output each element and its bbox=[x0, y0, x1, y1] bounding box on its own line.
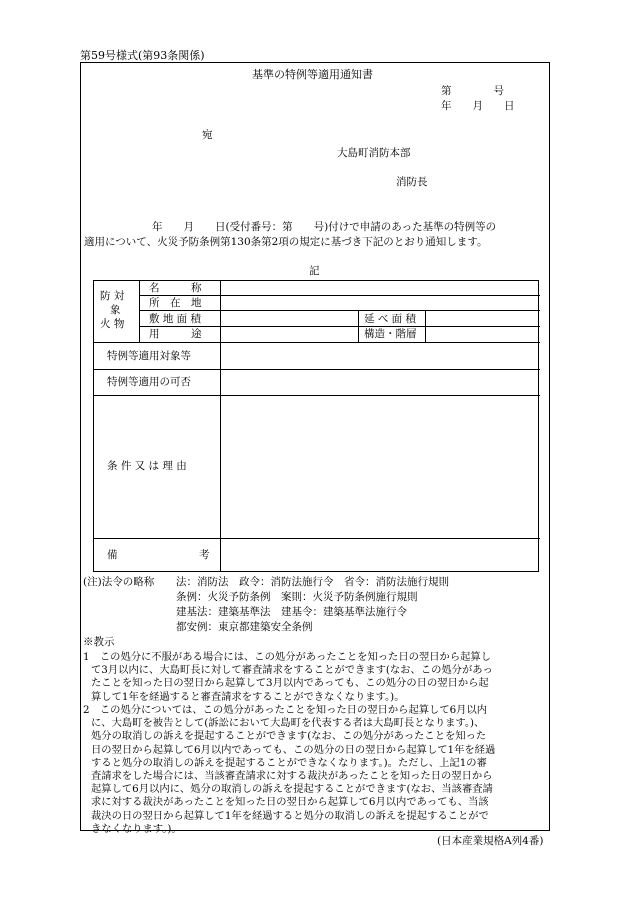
label-structure: 構造・階層 bbox=[364, 328, 417, 340]
instruction-2-line: 日の翌日から起算して6月以内であっても、この処分の日の翌日から起算して1年を経過 bbox=[91, 743, 496, 756]
detail-table bbox=[93, 280, 539, 572]
label-name: 名 称 bbox=[149, 282, 202, 294]
intro-line-1: 年 月 日(受付番号：第 号)付けで申請のあった基準の特例等の bbox=[152, 221, 497, 233]
form-label: 第59号様式(第93条関係) bbox=[80, 49, 205, 62]
date-line: 年 月 日 bbox=[441, 100, 515, 112]
instruction-1-line: 1 この処分に不服がある場合には、この処分があったことを知った日の翌日から起算し bbox=[83, 651, 492, 663]
issuer-org: 大島町消防本部 bbox=[337, 147, 411, 159]
notes-line-2: 条例：火災予防条例 案則：火災予防条例施行規則 bbox=[176, 591, 418, 603]
row-divider bbox=[139, 326, 540, 327]
group-label-1: 防 対 bbox=[100, 290, 125, 302]
row-divider bbox=[94, 395, 540, 396]
notes-line-3: 建基法：建築基準法 建基令：建築基準法施行令 bbox=[176, 606, 407, 618]
document-title: 基準の特例等適用通知書 bbox=[252, 68, 373, 81]
label-conditions: 条 件 又 は 理 由 bbox=[107, 460, 187, 472]
row-divider bbox=[139, 295, 540, 296]
instruction-1-line: たことを知った日の翌日から起算して3月以内であっても、この処分の日の翌日から起 bbox=[91, 677, 489, 690]
group-label-3: 火 物 bbox=[100, 318, 125, 330]
paper-size-footer: (日本産業規格A列4番) bbox=[437, 835, 544, 847]
instruction-2-line: すると処分の取消しの訴えを提起することができなくなります。)。ただし、上記1の審 bbox=[91, 756, 487, 769]
instruction-2 bbox=[83, 704, 495, 836]
row-divider bbox=[94, 342, 540, 343]
number-line: 第 号 bbox=[441, 85, 504, 97]
instruction-2-line: 査請求をした場合には、当該審査請求に対する裁決があったことを知った日の翌日から bbox=[91, 770, 493, 783]
label-approval: 特例等適用の可否 bbox=[107, 376, 191, 388]
instruction-1-line: て3月以内に、大島町長に対して審査請求をすることができます(なお、この処分があっ bbox=[91, 664, 493, 677]
addressee-suffix: 宛 bbox=[202, 129, 213, 141]
intro-line-2: 適用について、火災予防条例第130条第2項の規定に基づき下記のとおり通知します。 bbox=[84, 236, 488, 248]
group-label-2: 象 bbox=[110, 304, 121, 316]
col-divider bbox=[220, 281, 221, 572]
instruction-2-line: に、大島町を被告として(訴訟において大島町を代表する者は大島町長となります。)、 bbox=[91, 717, 485, 730]
instruction-2-line: 裁決の日の翌日から起算して1年を経過すると処分の取消しの訴えを提起することがで bbox=[91, 809, 489, 822]
label-use: 用 途 bbox=[149, 328, 202, 340]
notes-line-4: 都安例：東京都建築安全条例 bbox=[176, 621, 313, 633]
label-target: 特例等適用対象等 bbox=[107, 350, 191, 362]
label-floor-area: 延 べ 面 積 bbox=[364, 313, 417, 325]
col-divider bbox=[139, 281, 140, 342]
label-remarks-left: 備 bbox=[107, 549, 118, 561]
issuer-title: 消防長 bbox=[396, 176, 428, 188]
label-location: 所 在 地 bbox=[149, 297, 202, 309]
col-divider bbox=[358, 310, 359, 342]
notes-lead: (注)法令の略称 bbox=[83, 576, 155, 588]
notes-line-1: 法：消防法 政令：消防法施行令 省令：消防法施行規則 bbox=[176, 576, 449, 588]
instruction-2-line: 処分の取消しの訴えを提起することができます(なお、この処分があったことを知った bbox=[91, 730, 487, 743]
ki-label: 記 bbox=[309, 265, 320, 277]
label-site-area: 敷 地 面 積 bbox=[149, 313, 202, 325]
instructions-header: ※教示 bbox=[83, 636, 115, 648]
instruction-2-line: 求に対する裁決があったことを知った日の翌日から起算して6月以内であっても、当該 bbox=[91, 796, 489, 809]
instruction-1 bbox=[83, 651, 493, 704]
label-remarks-right: 考 bbox=[199, 549, 210, 561]
instruction-2-line: 2 この処分については、この処分があったことを知った日の翌日から起算して6月以内 bbox=[83, 704, 488, 716]
instruction-2-line: きなくなります。)。 bbox=[91, 822, 182, 835]
instruction-1-line: 算して1年を経過すると審査請求をすることができなくなります。)。 bbox=[91, 690, 405, 703]
instruction-2-line: 起算して6月以内に、処分の取消しの訴えを提起することができます(なお、当該審査請 bbox=[91, 783, 493, 796]
row-divider bbox=[94, 369, 540, 370]
row-divider bbox=[139, 310, 540, 311]
row-divider bbox=[94, 538, 540, 539]
col-divider bbox=[425, 310, 426, 342]
